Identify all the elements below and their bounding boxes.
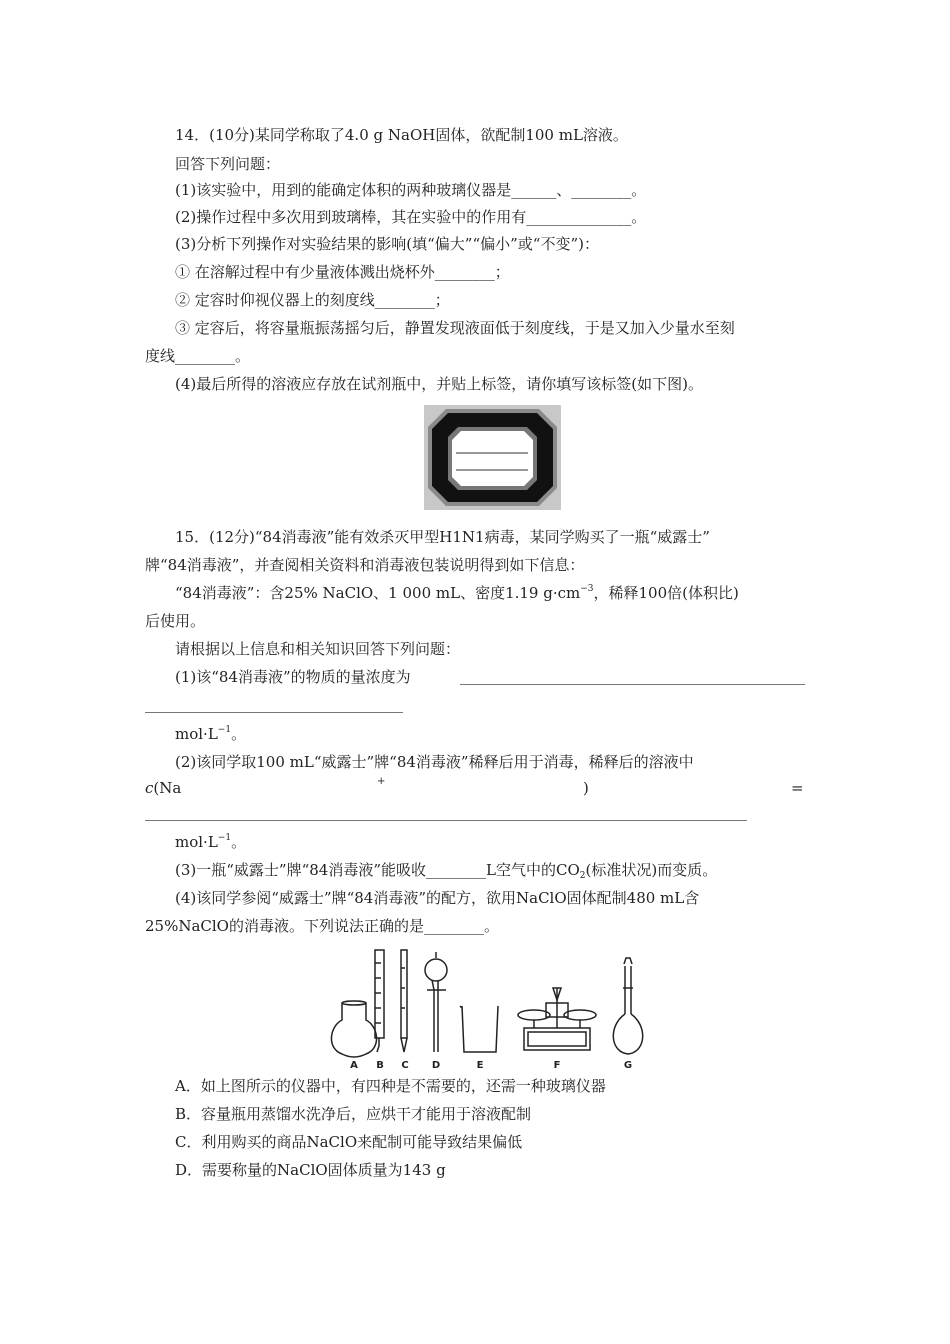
q15-part2-close-paren: ) <box>583 779 589 797</box>
apparatus-letter-b: B <box>376 1060 384 1071</box>
q14-part2: (2)操作过程中多次用到玻璃棒，其在实验中的作用有______________。 <box>175 208 647 226</box>
q14-part1: (1)该实验中，用到的能确定体积的两种玻璃仪器是______、________。 <box>175 181 647 199</box>
q15-part1-blank-line <box>460 684 805 685</box>
q15-title-line2: 牌“84消毒液”，并查阅相关资料和消毒液包装说明得到如下信息： <box>145 556 585 574</box>
apparatus-letter-g: G <box>623 1060 633 1071</box>
q15-info-line2: 后使用。 <box>145 612 206 630</box>
q14-part3: (3)分析下列操作对实验结果的影响(填“偏大”“偏小”或“不变”)： <box>175 235 599 253</box>
q15-info-line1: “84消毒液”：含25% NaClO、1 000 mL、密度1.19 $g\cdot cm^{-3}$，稀释100倍(体积比) <box>175 584 739 602</box>
q14-title: 14．(10分)某同学称取了4.0 g NaOH固体，欲配制100 mL溶液。 <box>175 126 628 144</box>
q14-part3-item3-line1: ③ 定容后，将容量瓶振荡摇匀后，静置发现液面低于刻度线，于是又加入少量水至刻 <box>175 319 735 337</box>
q15-part2-equals: = <box>791 779 804 797</box>
q15-title-line1: 15．(12分)“84消毒液”能有效杀灭甲型H1N1病毒，某同学购买了一瓶“威露士” <box>175 528 710 546</box>
q15-part2-line1: (2)该同学取100 mL“威露士”牌“84消毒液”稀释后用于消毒，稀释后的溶液中 <box>175 753 694 771</box>
apparatus-figure <box>328 948 658 1073</box>
q14-lead: 回答下列问题： <box>175 155 281 173</box>
q15-part4-line2: 25%NaClO的消毒液。下列说法正确的是________。 <box>145 917 499 935</box>
q15-option-d: D．需要称量的NaClO固体质量为143 g <box>175 1161 446 1179</box>
q14-part3-item1: ① 在溶解过程中有少量液体溅出烧杯外________； <box>175 263 510 281</box>
q15-part2-blank-line <box>145 820 747 821</box>
q15-option-b: B．容量瓶用蒸馏水洗净后，应烘干才能用于溶液配制 <box>175 1105 532 1123</box>
apparatus-letter-d: D <box>431 1060 441 1071</box>
q15-part1-unit: $mol\cdot L^{-1}$。 <box>175 725 247 743</box>
q15-part2-unit: $mol\cdot L^{-1}$。 <box>175 833 247 851</box>
q15-part2-concentration: c(Na <box>145 779 182 797</box>
q15-ask: 请根据以上信息和相关知识回答下列问题： <box>175 640 461 658</box>
q14-part3-item3-line2: 度线________。 <box>145 347 251 365</box>
apparatus-letter-f: F <box>553 1060 561 1071</box>
q15-part1: (1)该“84消毒液”的物质的量浓度为 <box>175 668 411 686</box>
q14-part3-item2: ② 定容时仰视仪器上的刻度线________； <box>175 291 450 309</box>
q14-part4: (4)最后所得的溶液应存放在试剂瓶中，并贴上标签，请你填写该标签(如下图)。 <box>175 375 703 393</box>
q15-part2-plus: + <box>377 776 386 787</box>
apparatus-letter-a: A <box>350 1060 358 1071</box>
q15-part4-line1: (4)该同学参阅“威露士”牌“84消毒液”的配方，欲用NaClO固体配制480 mL含 <box>175 889 700 907</box>
q15-option-a: A．如上图所示的仪器中，有四种是不需要的，还需一种玻璃仪器 <box>175 1077 606 1095</box>
q15-part1-blank-line2 <box>145 712 403 713</box>
q15-option-c: C．利用购买的商品NaClO来配制可能导致结果偏低 <box>175 1133 523 1151</box>
reagent-label-figure <box>424 405 561 510</box>
q15-part3: (3)一瓶“威露士”牌“84消毒液”能吸收________L空气中的$CO_2$(标准状况)而变质。 <box>175 861 718 881</box>
apparatus-letter-c: C <box>401 1060 409 1071</box>
apparatus-letter-e: E <box>476 1060 484 1071</box>
